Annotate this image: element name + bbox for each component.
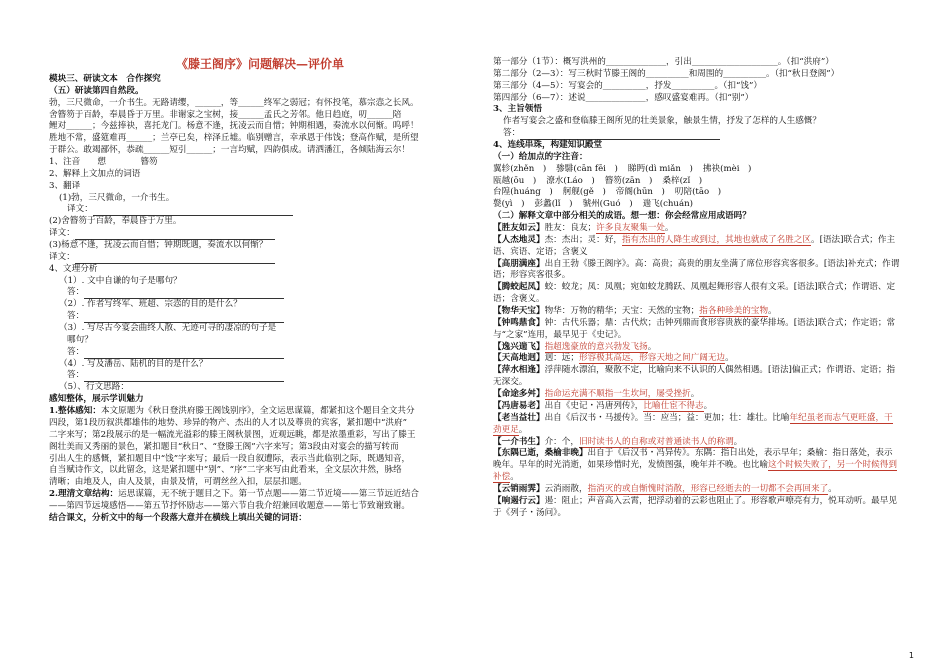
translation-answer[interactable]: 译文：: [49, 204, 467, 216]
section-heading: （五）研读第四自然段。: [49, 85, 144, 96]
idiom-entry: 【一介书生】介：个，旧时读书人的自称或对普通读书人的称谓。: [493, 436, 743, 447]
module-heading: 模块三、研读文本 合作探究: [49, 74, 161, 84]
passage-line: 勃，三尺微命，一介书生。无路请缨，______，等______终军之弱冠；有怀投笔，慕宗悫之长风。: [49, 97, 419, 108]
theme-answer[interactable]: 答：: [493, 128, 901, 140]
analysis-item: （2）. 作者写终军、班超、宗悫的目的是什么？: [59, 299, 242, 310]
overview-para: 1.整体感知：本文原题为《秋日登洪府滕王阁饯别序》，全文运思谋篇，都紧扣这个题目全文共分: [49, 406, 415, 417]
theme-question: 作者写宴会之盛和登临滕王阁所见的壮美景象，触景生情，抒发了怎样的人生感慨？: [503, 116, 821, 127]
idiom-entry: 【天高地迥】迥：远；形容极其高远，形容天地之间广阔无边。: [493, 353, 734, 364]
analysis-answer[interactable]: 答：: [49, 287, 467, 299]
pinyin-item: 簪笏(zān ): [604, 175, 653, 186]
pinyin-item: 拂袂(mèi ): [702, 163, 752, 174]
idiom-heading: （二）解释文章中部分相关的成语。想一想：你会经常应用成语吗？: [493, 211, 751, 222]
left-column: [49, 74, 467, 525]
translate-item: (2)舍簪笏于百龄，奉晨昏于万里。: [49, 216, 182, 227]
pinyin-row: [493, 164, 901, 176]
pinyin-item: 叨陪(tāo ): [674, 187, 722, 198]
pinyin-row: [493, 187, 901, 199]
overview-line: 二字来写；第2段展示的是一幅流光溢彩的滕王阁秋景图，近观远眺，都是浓墨重彩，写出了滕王: [49, 429, 416, 440]
pinyin-item: 甏(yì ): [493, 199, 525, 210]
passage-line: 鲤对______；今兹捧袂，喜托龙门。杨意不逢，抚凌云而自惜；钟期相遇，奏流水以何惭。呜呼！: [49, 121, 419, 132]
pinyin-item: 潦水(Láo ): [546, 175, 595, 186]
pinyin-item: 彭蠡(lǐ ): [534, 199, 573, 210]
analysis-item: （4）. 写及潘岳、陆机的目的是什么？: [59, 358, 208, 369]
analysis-answer[interactable]: 答：: [49, 370, 467, 382]
analysis-item-cont: 哪句？: [67, 334, 93, 345]
idiom-list: [493, 223, 901, 519]
translate-item: (1)勃，三尺微命，一介书生。: [59, 192, 175, 203]
idiom-entry: 【东隅已逝，桑榆非晚】出自于《后汉书・冯异传》。东隅：指日出处，表示早年；桑榆：指日落处，表示晚年。早年的时光消逝，如果珍惜时光，发愤图强，晚年并不晚。也比喻这个时候失败了，另一个时候得到补偿。: [493, 448, 897, 483]
pinyin-row: [493, 176, 901, 188]
part-line: 第二部分（2—3）：写三秋时节滕王阁的__________和周围的__________。（扣“秋日登阁”）: [493, 68, 840, 79]
translation-answer[interactable]: 译文：: [49, 228, 467, 240]
idiom-entry: 【云销雨霁】云消雨散，指消灭的或自惭愧时消散，形容已经逝去的一切都不会再回来了。: [493, 483, 837, 494]
analysis-answer[interactable]: 答：: [49, 311, 467, 323]
pinyin-item: 舸舰(gě ): [562, 187, 606, 198]
part-line: 第一部分（1节）：概写洪州的______________，引出____________________。（扣“洪府”）: [493, 57, 834, 67]
overview-line: 四段，第1段历叙洪都雄伟的地势、珍异的物产、杰出的人才以及尊贵的宾客，紧扣题中“洪府”: [49, 417, 408, 428]
translate-item: (3)杨意不逢，抚凌云而自惜；钟期既遇，奏流水以何惭？: [49, 240, 268, 251]
translation-answer[interactable]: 译文：: [49, 252, 467, 264]
pinyin-item: 翼轸(zhěn ): [493, 163, 547, 174]
idiom-entry: 【冯唐易老】出自《史记・冯唐列传》，比喻仕宦不得志。: [493, 400, 713, 411]
structure-instruction: 结合课文，分析文中的每一个段落大意并在横线上填出关键的词语：: [49, 512, 307, 523]
question-outline: （5）、行文思路：: [59, 382, 129, 393]
page-number: 1: [908, 650, 914, 660]
analysis-item: （3）. 写尽古今宴会曲终人散、无迹可寻的凄凉的句子是: [59, 323, 277, 334]
pinyin-item: 虢州(Guó ): [582, 199, 633, 210]
section-heading-feel: 感知整体，展示学训魅力: [49, 394, 144, 405]
overview-line: 自当赋诗作文，以此留念，这是紧扣题中“别”、“序”二字来写由此看来，全文层次井然，脉络: [49, 465, 402, 476]
idiom-entry: 【响遏行云】遏：阻止；声音高入云霄，把浮动着的云彩也阻止了。形容歌声嘹亮有力，悦耳动听。最早见于《列子・汤问》。: [493, 495, 897, 518]
part-line: 第三部分（4—5）：写宴会的__________，抒发__________。（扣“饯”）: [493, 80, 762, 91]
idiom-entry: 【物华天宝】物华：万物的精华；天宝：天然的宝物；指各种珍美的宝物。: [493, 306, 777, 317]
structure-line: ——第四节远境感悟——第五节抒怀励志——第六节自我介绍兼回收题意——第七节致谢致谢。: [49, 500, 410, 511]
analysis-answer[interactable]: 答：: [49, 347, 467, 359]
theme-heading: 3、主旨领悟: [493, 104, 542, 115]
overview-line: 阁壮美而又秀丽的景色，紧扣题目“秋日”、“登滕王阁”六字来写；第3段由对宴会的描写转而: [49, 441, 399, 452]
pinyin-row: [493, 199, 901, 211]
question-analysis: 4、文理分析: [49, 263, 98, 274]
idiom-entry: 【高朋满座】出自王勃《滕王阁序》。高：高贵；高贵的朋友坐满了席位形容宾客很多。[语法]补充式；作谓语；形容宾客很多。: [493, 258, 900, 281]
idiom-entry: 【钟鸣鼎食】钟：古代乐器；鼎：古代炊；击钟列鼎而食形容贵族的豪华排场。[语法]联合式；作定语；常与“之家”连用，最早见于《史记》。: [493, 317, 896, 340]
pinyin-item: 睇眄(dì miǎn ): [627, 163, 693, 174]
pinyin-item: 帝阍(hūn ): [615, 187, 665, 198]
idiom-entry: 【腾蛟起凤】蛟：蛟龙；凤：凤凰；宛如蛟龙腾跃、凤凰起舞形容人很有文采。[语法]联合式；作谓语、定语；含褒义。: [493, 282, 896, 305]
question-explain: 2、解释上文加点的词语: [49, 168, 141, 179]
page-title: 《滕王阁序》问题解决—评价单: [175, 57, 344, 71]
knowledge-heading: 4、连线串珠，构建知识殿堂: [493, 140, 603, 151]
idiom-entry: 【人杰地灵】杰：杰出；灵：好，指有杰出的人降生或到过，其地也就成了名胜之区。[语法]联合式；作主语、宾语、定语；含褒义: [493, 234, 896, 257]
pinyin-item: 桑梓(zǐ ): [662, 175, 703, 186]
question-pronounce: 1、注音 愬 簪笏: [49, 157, 158, 168]
idiom-entry: 【命途多舛】指命运充满不顺指一生坎坷，屡受挫折。: [493, 389, 700, 400]
idiom-entry: 【萍水相逢】浮萍随水漂泊，聚散不定，比喻向来不认识的人偶然相遇。[语法]偏正式；作谓语、定语；指无深交。: [493, 365, 896, 388]
idiom-entry: 【胜友如云】胜友：良友；许多良友聚集一处。: [493, 223, 674, 234]
idiom-entry: 【老当益壮】出自《后汉书・马援传》。当：应当；益：更加；壮：雄壮。比喻年纪虽老而志气更旺盛，干劲更足。: [493, 412, 893, 435]
pinyin-item: 遄飞(chuán): [642, 199, 693, 210]
pinyin-item: 瓯越(ōu ): [493, 175, 537, 186]
overview-line: 清晰；由地及人，由人及景，由景及情，可谓丝丝入扣，层层扣题。: [49, 477, 307, 488]
right-column: [493, 57, 901, 520]
pinyin-item: 台隍(huáng ): [493, 187, 553, 198]
passage-line: 胜地不常，盛筵难再______；兰亭已矣，梓泽丘墟。临别赠言，幸承恩于伟饯；登高作赋，是所望: [49, 133, 419, 144]
passage-line: 舍簪笏于百龄，奉晨昏于万里。非谢家之宝树，接______孟氏之芳邻。他日趋庭，叨______陪: [49, 109, 402, 120]
overview-line: 引出人生的感慨，紧扣题目中“饯”字来写；最后一段自叙遭际，表示当此临别之际，既遇知音，: [49, 453, 411, 464]
part-line: 第四部分（6—7）：述说______________，感叹盛宴难再。（扣“别”）: [493, 92, 754, 103]
pinyin-item: 骖騑(cān fēi ): [556, 163, 618, 174]
structure-para: 2.理清文章结构：运思谋篇，无不统于题目之下。第一节点题——第二节近境——第三节远近结合: [49, 489, 419, 500]
pinyin-heading: （一）给加点的字注音：: [493, 151, 588, 162]
analysis-item: （1）. 文中自谦的句子是哪句？: [59, 275, 182, 286]
passage-line: 于群公。敢竭鄙怀，恭疏______短引______；一言均赋，四韵俱成。请洒潘江，各倾陆海云尔！: [49, 145, 410, 156]
question-translate: 3、翻译: [49, 180, 81, 191]
idiom-entry: 【逸兴遄飞】指超逸豪放的意兴勃发飞扬。: [493, 341, 657, 352]
